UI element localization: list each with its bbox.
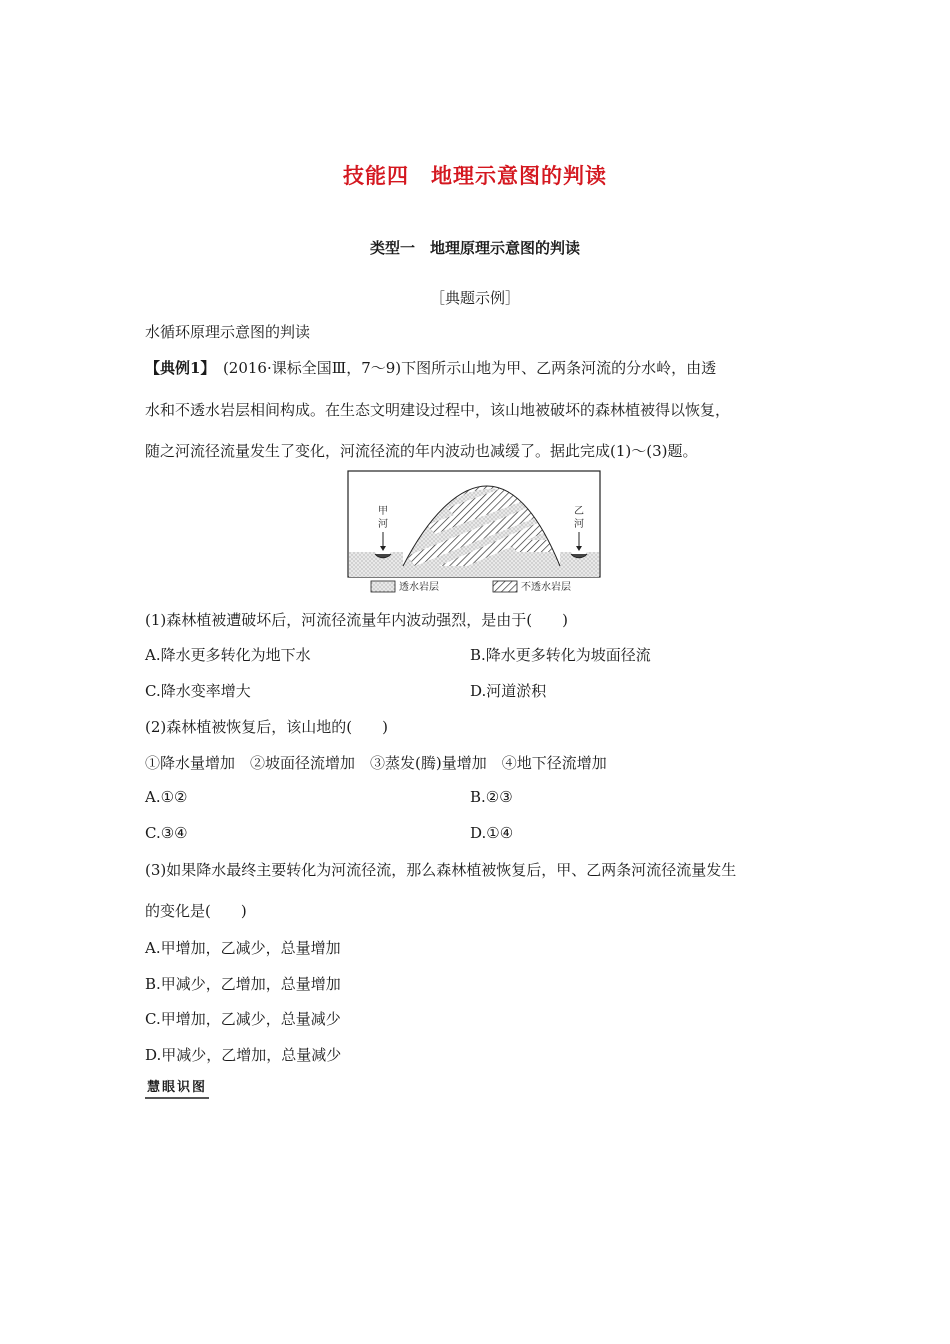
example-text-1: (2016·课标全国Ⅲ，7～9)下图所示山地为甲、乙两条河流的分水岭，由透 bbox=[207, 359, 717, 377]
q3-option-c: C.甲增加，乙减少，总量减少 bbox=[145, 1010, 341, 1028]
label-yi-2: 河 bbox=[574, 519, 584, 530]
mountain-cross-section-figure bbox=[347, 470, 601, 596]
page-title: 技能四 地理示意图的判读 bbox=[343, 164, 607, 188]
q2-option-b: B.②③ bbox=[470, 788, 513, 806]
example-line-2: 水和不透水岩层相间构成。在生态文明建设过程中，该山地被破坏的森林植被得以恢复， bbox=[145, 401, 731, 419]
q1-option-c: C.降水变率增大 bbox=[145, 682, 251, 700]
insight-badge: 慧眼识图 bbox=[145, 1076, 209, 1099]
q1-option-b: B.降水更多转化为坡面径流 bbox=[470, 646, 651, 664]
legend-impermeable-label: 不透水岩层 bbox=[521, 582, 571, 593]
q3-option-d: D.甲减少，乙增加，总量减少 bbox=[145, 1046, 342, 1064]
legend-permeable-label: 透水岩层 bbox=[399, 582, 439, 593]
q1-option-a: A.降水更多转化为地下水 bbox=[145, 646, 311, 664]
section-subtitle: 类型一 地理原理示意图的判读 bbox=[369, 239, 580, 257]
q2-items: ①降水量增加 ②坡面径流增加 ③蒸发(腾)量增加 ④地下径流增加 bbox=[145, 754, 607, 772]
example-line-3: 随之河流径流量发生了变化，河流径流的年内波动也减缓了。据此完成(1)～(3)题。 bbox=[145, 442, 698, 460]
q1-option-d: D.河道淤积 bbox=[470, 682, 547, 700]
label-jia-1: 甲 bbox=[378, 506, 388, 517]
q3-stem-1: (3)如果降水最终主要转化为河流径流，那么森林植被恢复后，甲、乙两条河流径流量发生 bbox=[145, 861, 737, 879]
legend-permeable-swatch bbox=[371, 581, 395, 592]
q2-option-d: D.①④ bbox=[470, 824, 514, 842]
q3-stem-2: 的变化是( ) bbox=[145, 902, 247, 920]
q3-option-a: A.甲增加，乙减少，总量增加 bbox=[145, 939, 341, 957]
legend-impermeable-swatch bbox=[493, 581, 517, 592]
q2-option-a: A.①② bbox=[145, 788, 188, 806]
q3-option-b: B.甲减少，乙增加，总量增加 bbox=[145, 975, 341, 993]
label-yi-1: 乙 bbox=[574, 506, 584, 517]
q2-option-c: C.③④ bbox=[145, 824, 188, 842]
label-jia-2: 河 bbox=[378, 519, 388, 530]
q1-stem: (1)森林植被遭破坏后，河流径流量年内波动强烈，是由于( ) bbox=[145, 611, 568, 629]
example-line-1 bbox=[145, 357, 716, 378]
section-label: ［典题示例］ bbox=[429, 289, 520, 307]
example-tag: 【典例1】 bbox=[145, 359, 208, 377]
q2-stem: (2)森林植被恢复后，该山地的( ) bbox=[145, 718, 388, 736]
topic-heading: 水循环原理示意图的判读 bbox=[145, 323, 311, 341]
